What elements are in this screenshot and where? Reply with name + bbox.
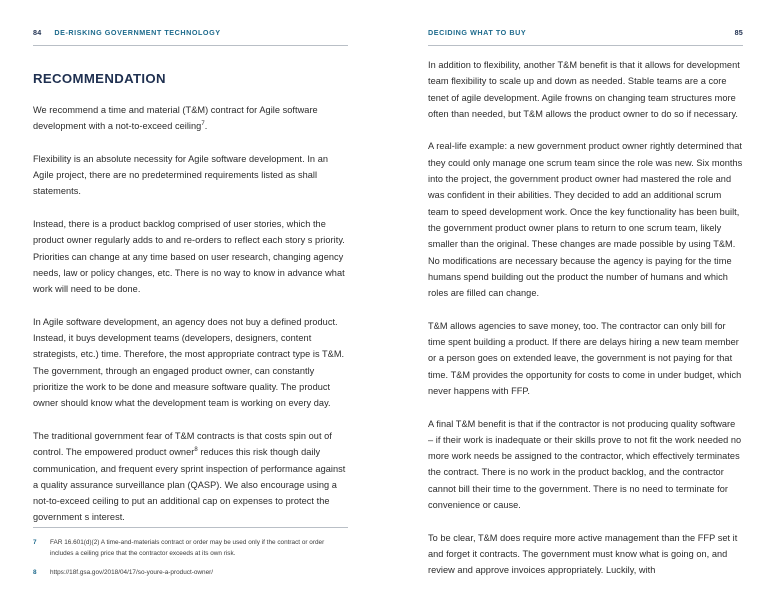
paragraph-text: We recommend a time and material (T&M) contract for Agile software development with a not-to-exceed ceiling: [33, 105, 318, 132]
header-rule-left: [33, 45, 348, 46]
paragraph: We recommend a time and material (T&M) contract for Agile software development with a not-to-exceed ceiling$^7$.: [33, 105, 318, 132]
page-title: RECOMMENDATION: [33, 71, 166, 86]
running-head-left: [33, 28, 348, 39]
running-head-title-left: DE-RISKING GOVERNMENT TECHNOLOGY: [54, 28, 221, 37]
footnotes-left: [33, 527, 348, 578]
footnote-number: 7: [33, 538, 37, 546]
folio-right: 85: [734, 28, 743, 37]
running-head-title-right: DECIDING WHAT TO BUY: [428, 28, 527, 37]
paragraph: To be clear, T&M does require more active management than the FFP set it and forget it contracts. The government must know what is going on, and review and approve invoices appropriately. Luckily, with: [428, 532, 738, 576]
body-right: [428, 57, 743, 579]
body-left: [33, 102, 348, 526]
paragraph: A real-life example: a new government product owner rightly determined that they could only manage one scrum team since the role was new. Six months into the project, the government product owner had mastered the role and was confident in their abilities. They decided to add an additional scrum team to speed development work. Once the key functionality has been built, the government product owner plans to return to one scrum team, likely smaller than the original. These changes are made possible by using T&M. No modifications are necessary because the agency is paying for the time humans spend building out the product the number of humans and which roles are filled can change.: [428, 141, 743, 299]
paragraph-text-continued: reduces this risk though daily communication, and frequent every sprint inspection of performance against a quality assurance surveillance plan (QASP). We also encourage using a not-to-exceed ceiling to put an additional cap on expenses to protect the government s interest.: [33, 447, 346, 523]
running-head-right: [428, 28, 743, 39]
page-right: [388, 0, 776, 600]
paragraph: [33, 428, 348, 526]
footnote-item: [33, 537, 348, 560]
paragraph: In Agile software development, an agency does not buy a defined product. Instead, it buys development teams (developers, designers, content strategists, etc.) time. Therefore, the most appropriate contract type is T&M. The government, through an engaged product owner, can constantly prioritize the work to be done and measure software quality. The product owner should know what the development team is working on every day.: [33, 316, 345, 409]
footnote-number: 8: [33, 568, 37, 576]
folio-left: 84: [33, 28, 42, 37]
footnote-separator: [33, 527, 348, 528]
paragraph: T&M allows agencies to save money, too. The contractor can only bill for time spent building a product. If there are delays hiring a new team member or a person goes on extended leave, the government is not paying for that time. T&M provides the opportunity for costs to come in under budget, which never happens with FFP.: [428, 320, 742, 396]
footnote-marker-7[interactable]: 7: [201, 121, 205, 128]
footnote-text: FAR 16.601(d)(2) A time-and-materials contract or order may be used only if the contract or order includes a ceiling price that the contractor exceeds at its own risk.: [50, 538, 325, 558]
header-rule-right: [428, 45, 743, 46]
footnote-link[interactable]: https://18f.gsa.gov/2018/04/17/so-youre-a-product-owner/: [50, 568, 214, 576]
footnote-marker-8[interactable]: 8: [194, 447, 198, 454]
paragraph-text: The traditional government fear of T&M contracts is that costs spin out of control. The empowered product owner: [33, 430, 332, 458]
footnote-item: [33, 567, 348, 578]
paragraph: Flexibility is an absolute necessity for Agile software development. In an Agile project, there are no predetermined requirements listed as shall statements.: [33, 153, 329, 197]
paragraph: Instead, there is a product backlog comprised of user stories, which the product owner regularly adds to and re-orders to reflect each story s priority. Priorities can change at any time based on user research, changing agency needs, law or policy changes, etc. There is no way to know in advance what work will need to be done.: [33, 219, 345, 295]
paragraph: In addition to flexibility, another T&M benefit is that it allows for development team flexibility to scale up and down as needed. Stable teams are a core tenet of agile development. Agile frowns on changing team structures more often than needed, but T&M allows the product owner to do so if necessary.: [428, 60, 740, 119]
paragraph: A final T&M benefit is that if the contractor is not producing quality software – if their work is inadequate or their skills prove to not fit the work needed no more work needs be assigned to the contractor, which effectively terminates the contract. There is no work in the product backlog, and the contractor cannot bill their time to the government. There is no need to terminate for convenience or cause.: [428, 418, 742, 511]
